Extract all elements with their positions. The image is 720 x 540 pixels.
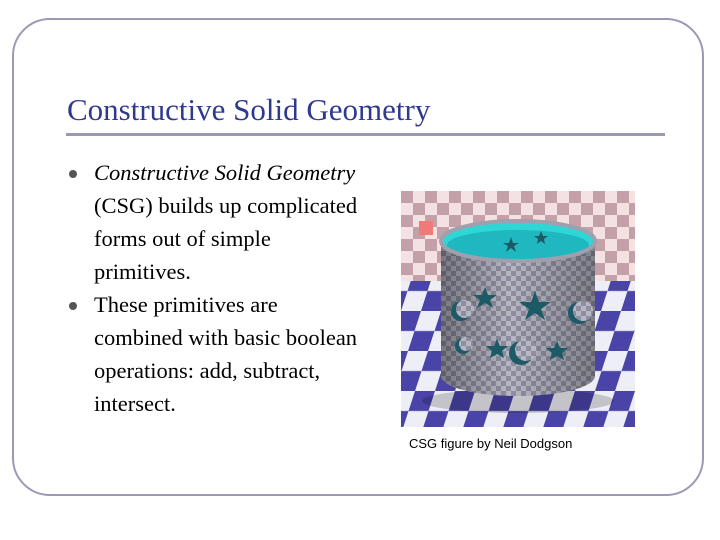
bullet-item-csg-definition <box>60 156 360 288</box>
bullet-text: These primitives are combined with basic boolean operations: add, subtract, intersect. <box>94 292 358 416</box>
figure-caption: CSG figure by Neil Dodgson <box>409 436 573 451</box>
title-underline <box>66 133 665 136</box>
bullet-term: Constructive Solid Geometry <box>94 160 356 185</box>
bullet-list <box>60 156 360 420</box>
csg-render-image <box>401 191 635 427</box>
bullet-item-boolean-ops <box>60 288 360 420</box>
csg-render-svg <box>401 191 635 427</box>
bullet-dot-icon <box>69 170 77 178</box>
slide-title: Constructive Solid Geometry <box>67 92 431 127</box>
bullet-text: (CSG) builds up complicated forms out of simple primitives. <box>94 193 358 284</box>
bullet-dot-icon <box>69 302 77 310</box>
